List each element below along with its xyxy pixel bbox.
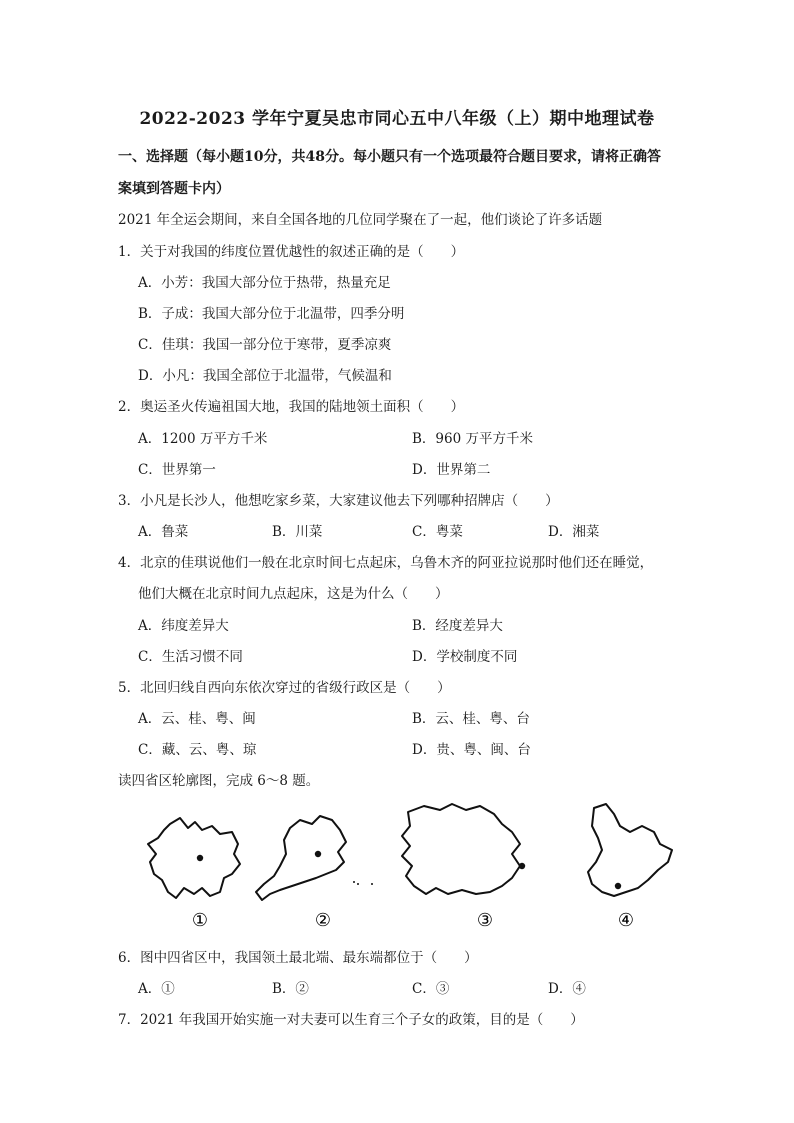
- question-5-stem: 5．北回归线自西向东依次穿过的省级行政区是（ ）: [118, 680, 451, 696]
- province-maps-svg: [140, 796, 690, 936]
- question-4-option-d: D．学校制度不同: [412, 649, 518, 665]
- capital-dot-1: [197, 855, 203, 861]
- question-4-stem: 4．北京的佳琪说他们一般在北京时间七点起床，乌鲁木齐的阿亚拉说那时他们还在睡觉，: [118, 555, 654, 571]
- question-1-option-b: B．子成：我国大部分位于北温带，四季分明: [138, 306, 405, 322]
- exam-title: 2022-2023 学年宁夏吴忠市同心五中八年级（上）期中地理试卷: [139, 109, 655, 129]
- question-4-option-a: A．纬度差异大: [138, 618, 229, 634]
- question-1-stem: 1．关于对我国的纬度位置优越性的叙述正确的是（ ）: [118, 244, 465, 260]
- question-7-stem: 7．2021 年我国开始实施一对夫妻可以生育三个子女的政策，目的是（ ）: [118, 1012, 584, 1028]
- question-3-stem: 3．小凡是长沙人，他想吃家乡菜，大家建议他去下列哪种招牌店（ ）: [118, 493, 559, 509]
- province-outline-3: [402, 804, 520, 894]
- question-2-option-a: A．1200 万平方千米: [138, 431, 268, 447]
- question-6-option-b: B．②: [272, 981, 309, 997]
- province-map-2: [256, 816, 373, 900]
- province-map-4: [588, 804, 672, 896]
- question-2-option-c: C．世界第一: [138, 462, 216, 478]
- question-4-stem-cont: 他们大概在北京时间九点起床，这是为什么（ ）: [138, 586, 449, 602]
- question-5-option-a: A．云、桂、粤、闽: [138, 711, 256, 727]
- map-label-1: ①: [191, 910, 209, 931]
- question-3-option-a: A．鲁菜: [138, 524, 189, 540]
- map-label-3: ③: [476, 910, 494, 931]
- province-outline-maps: [140, 796, 690, 936]
- question-5-option-b: B．云、桂、粤、台: [412, 711, 530, 727]
- intro-text: 2021 年全运会期间，来自全国各地的几位同学聚在了一起，他们谈论了许多话题: [118, 212, 603, 228]
- capital-dot-3: [519, 863, 525, 869]
- map-label-4: ④: [617, 910, 635, 931]
- question-4-option-c: C．生活习惯不同: [138, 649, 243, 665]
- capital-dot-2: [315, 851, 321, 857]
- question-6-option-d: D．④: [548, 981, 586, 997]
- capital-dot-4: [615, 883, 621, 889]
- province-map-1: [148, 818, 240, 898]
- question-1-option-a: A．小芳：我国大部分位于热带，热量充足: [138, 275, 391, 291]
- island-dot: [371, 883, 373, 885]
- question-2-option-d: D．世界第二: [412, 462, 491, 478]
- question-6-option-a: A．①: [138, 981, 175, 997]
- section-heading-line1: 一、选择题（每小题10分，共48分。每小题只有一个选项最符合题目要求，请将正确答: [118, 149, 661, 165]
- question-2-option-b: B．960 万平方千米: [412, 431, 533, 447]
- province-outline-1: [148, 818, 240, 898]
- question-1-option-d: D．小凡：我国全部位于北温带，气候温和: [138, 368, 392, 384]
- section-heading-line2: 案填到答题卡内）: [118, 181, 230, 197]
- map-label-2: ②: [314, 910, 332, 931]
- question-2-stem: 2．奥运圣火传遍祖国大地，我国的陆地领土面积（ ）: [118, 399, 465, 415]
- province-outline-4: [588, 804, 672, 896]
- question-3-option-d: D．湘菜: [548, 524, 600, 540]
- question-3-option-c: C．粤菜: [412, 524, 463, 540]
- island-dot: [357, 883, 359, 885]
- question-1-option-c: C．佳琪：我国一部分位于寒带，夏季凉爽: [138, 337, 392, 353]
- question-3-option-b: B．川菜: [272, 524, 323, 540]
- question-6-stem: 6．图中四省区中，我国领土最北端、最东端都位于（ ）: [118, 950, 478, 966]
- question-6-option-c: C．③: [412, 981, 450, 997]
- island-dot: [353, 881, 355, 883]
- map-intro: 读四省区轮廓图，完成 6～8 题。: [118, 773, 320, 789]
- question-5-option-d: D．贵、粤、闽、台: [412, 742, 531, 758]
- province-outline-2: [256, 816, 346, 900]
- province-map-3: [402, 804, 525, 894]
- question-4-option-b: B．经度差异大: [412, 618, 503, 634]
- question-5-option-c: C．藏、云、粤、琼: [138, 742, 257, 758]
